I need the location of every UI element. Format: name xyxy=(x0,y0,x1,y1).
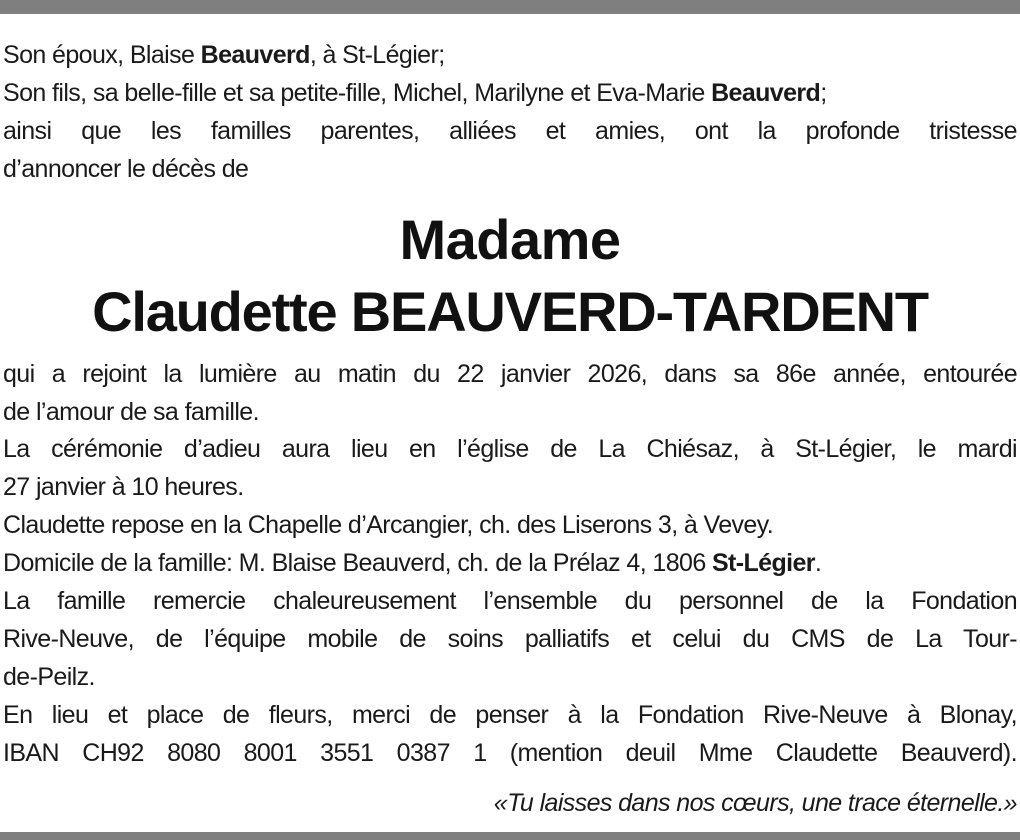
body-line: En lieu et place de fleurs, merci de penser à la Fondation Rive-Neuve à Blonay, xyxy=(3,701,1017,729)
body-line: Rive-Neuve, de l’équipe mobile de soins palliatifs et celui du CMS de La Tour- xyxy=(3,625,1017,653)
body-line-iban: IBAN CH92 8080 8001 3551 0387 1 (mention deuil Mme Claudette Beauverd). xyxy=(3,739,1017,767)
body-line: La famille remercie chaleureusement l’ensemble du personnel de la Fondation xyxy=(3,587,1017,615)
deceased-name: Claudette BEAUVERD-TARDENT xyxy=(92,280,928,343)
intro-text: Son fils, sa belle-fille et sa petite-fille, Michel, Marilyne et Eva-Marie xyxy=(3,79,712,107)
body-line: Claudette repose en la Chapelle d’Arcangier, ch. des Liserons 3, à Vevey. xyxy=(3,511,774,539)
deceased-honorific: Madame xyxy=(399,208,621,271)
body-line: 27 janvier à 10 heures. xyxy=(3,473,244,501)
bottom-rule xyxy=(0,832,1020,840)
domicile-text: . xyxy=(814,549,822,577)
intro-line-spouse xyxy=(3,40,1017,70)
town-bold: St-Légier xyxy=(711,549,815,577)
intro-text: Son époux, Blaise xyxy=(3,41,201,69)
body-line: de l’amour de sa famille. xyxy=(3,398,259,426)
family-name-bold: Beauverd xyxy=(200,41,310,69)
domicile-text: Domicile de la famille: M. Blaise Beauverd, ch. de la Prélaz 4, 1806 xyxy=(3,549,712,577)
body-line-domicile xyxy=(3,548,1017,578)
intro-text: , à St-Légier; xyxy=(309,41,445,69)
top-rule xyxy=(0,0,1020,14)
closing-quote: «Tu laisses dans nos cœurs, une trace éternelle.» xyxy=(493,789,1017,817)
intro-line-families: ainsi que les familles parentes, alliées et amies, ont la profonde tristesse xyxy=(3,117,1017,145)
intro-line-children xyxy=(3,78,1017,108)
body-line: La cérémonie d’adieu aura lieu en l’église de La Chiésaz, à St-Légier, le mardi xyxy=(3,435,1017,463)
body-line: de-Peilz. xyxy=(3,663,95,691)
intro-line-announce: d’annoncer le décès de xyxy=(3,155,249,183)
body-line: qui a rejoint la lumière au matin du 22 janvier 2026, dans sa 86e année, entourée xyxy=(3,360,1017,388)
intro-text: ; xyxy=(820,79,827,107)
family-name-bold: Beauverd xyxy=(711,79,821,107)
